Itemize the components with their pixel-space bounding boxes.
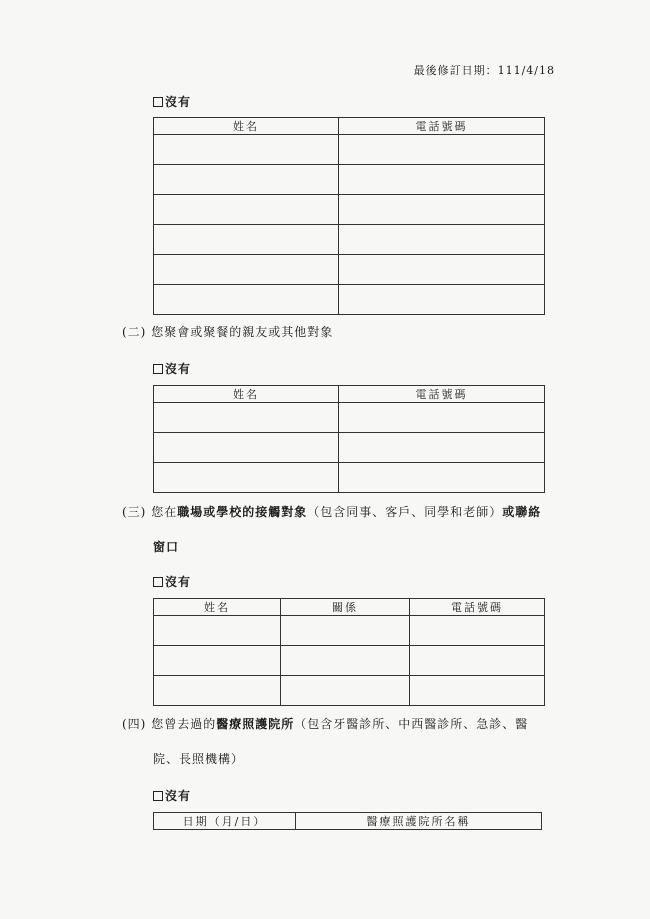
- header-relationship: 關係: [281, 599, 410, 616]
- name-cell[interactable]: [154, 165, 339, 195]
- none-label-2: 沒有: [165, 362, 192, 376]
- table-row: [154, 165, 545, 195]
- relationship-cell[interactable]: [281, 676, 410, 706]
- clinic-visits-table: [153, 812, 542, 830]
- table-row: [154, 255, 545, 285]
- section-3-bold-2: 或聯絡: [502, 505, 542, 519]
- none-option-1[interactable]: [153, 93, 191, 110]
- phone-cell[interactable]: [339, 285, 545, 315]
- header-phone: 電話號碼: [339, 386, 545, 403]
- table-row: [154, 285, 545, 315]
- section-3-number: (三): [122, 505, 147, 519]
- table-row: [154, 195, 545, 225]
- contacts-table-1: [153, 117, 545, 315]
- header-name: 姓名: [154, 599, 281, 616]
- checkbox-3[interactable]: [153, 577, 163, 587]
- phone-cell[interactable]: [339, 433, 545, 463]
- table-header-row: [154, 813, 542, 830]
- header-phone: 電話號碼: [339, 118, 545, 135]
- section-2-text: 您聚會或聚餐的親友或其他對象: [151, 325, 334, 339]
- name-cell[interactable]: [154, 463, 339, 493]
- contacts-table-2: [153, 385, 545, 493]
- none-option-2[interactable]: [153, 360, 191, 377]
- section-4-mid: （包含牙醫診所、中西醫診所、急診、醫: [294, 717, 529, 731]
- table-row: [154, 646, 545, 676]
- table-header-row: [154, 118, 545, 135]
- section-4-heading: [122, 715, 528, 732]
- table-header-row: [154, 599, 545, 616]
- phone-cell[interactable]: [339, 255, 545, 285]
- name-cell[interactable]: [154, 255, 339, 285]
- section-4-continuation: 院、長照機構）: [153, 752, 245, 766]
- header-phone: 電話號碼: [410, 599, 545, 616]
- section-4-pre: 您曾去過的: [151, 717, 217, 731]
- header-clinic-name: 醫療照護院所名稱: [296, 813, 542, 830]
- name-cell[interactable]: [154, 135, 339, 165]
- phone-cell[interactable]: [339, 463, 545, 493]
- section-3-heading: [122, 503, 541, 520]
- checkbox-2[interactable]: [153, 364, 163, 374]
- none-option-4[interactable]: [153, 787, 191, 804]
- name-cell[interactable]: [154, 285, 339, 315]
- name-cell[interactable]: [154, 646, 281, 676]
- none-option-3[interactable]: [153, 573, 191, 590]
- phone-cell[interactable]: [339, 135, 545, 165]
- table-row: [154, 463, 545, 493]
- name-cell[interactable]: [154, 195, 339, 225]
- section-3-mid: （包含同事、客戶、同學和老師）: [307, 505, 503, 519]
- table-row: [154, 616, 545, 646]
- checkbox-1[interactable]: [153, 97, 163, 107]
- section-4-bold-1: 醫療照護院所: [216, 717, 295, 731]
- contacts-table-3: [153, 598, 545, 706]
- section-2-heading: [122, 323, 333, 340]
- none-label-3: 沒有: [165, 575, 192, 589]
- table-row: [154, 225, 545, 255]
- table-row: [154, 135, 545, 165]
- phone-cell[interactable]: [339, 225, 545, 255]
- phone-cell[interactable]: [410, 676, 545, 706]
- section-3-bold-1: 職場或學校的接觸對象: [177, 505, 308, 519]
- header-name: 姓名: [154, 118, 339, 135]
- section-3-continuation: 窗口: [153, 540, 180, 554]
- none-label-4: 沒有: [165, 789, 192, 803]
- relationship-cell[interactable]: [281, 646, 410, 676]
- name-cell[interactable]: [154, 616, 281, 646]
- name-cell[interactable]: [154, 225, 339, 255]
- table-row: [154, 676, 545, 706]
- none-label-1: 沒有: [165, 95, 192, 109]
- table-row: [154, 403, 545, 433]
- header-date: 日期（月/日）: [154, 813, 296, 830]
- section-4-number: (四): [122, 717, 147, 731]
- table-row: [154, 433, 545, 463]
- phone-cell[interactable]: [410, 646, 545, 676]
- section-2-number: (二): [122, 325, 147, 339]
- phone-cell[interactable]: [410, 616, 545, 646]
- revision-date: 最後修訂日期：111/4/18: [413, 64, 555, 77]
- table-header-row: [154, 386, 545, 403]
- phone-cell[interactable]: [339, 165, 545, 195]
- name-cell[interactable]: [154, 676, 281, 706]
- section-3-pre: 您在: [151, 505, 178, 519]
- relationship-cell[interactable]: [281, 616, 410, 646]
- name-cell[interactable]: [154, 403, 339, 433]
- checkbox-4[interactable]: [153, 791, 163, 801]
- header-name: 姓名: [154, 386, 339, 403]
- phone-cell[interactable]: [339, 195, 545, 225]
- name-cell[interactable]: [154, 433, 339, 463]
- phone-cell[interactable]: [339, 403, 545, 433]
